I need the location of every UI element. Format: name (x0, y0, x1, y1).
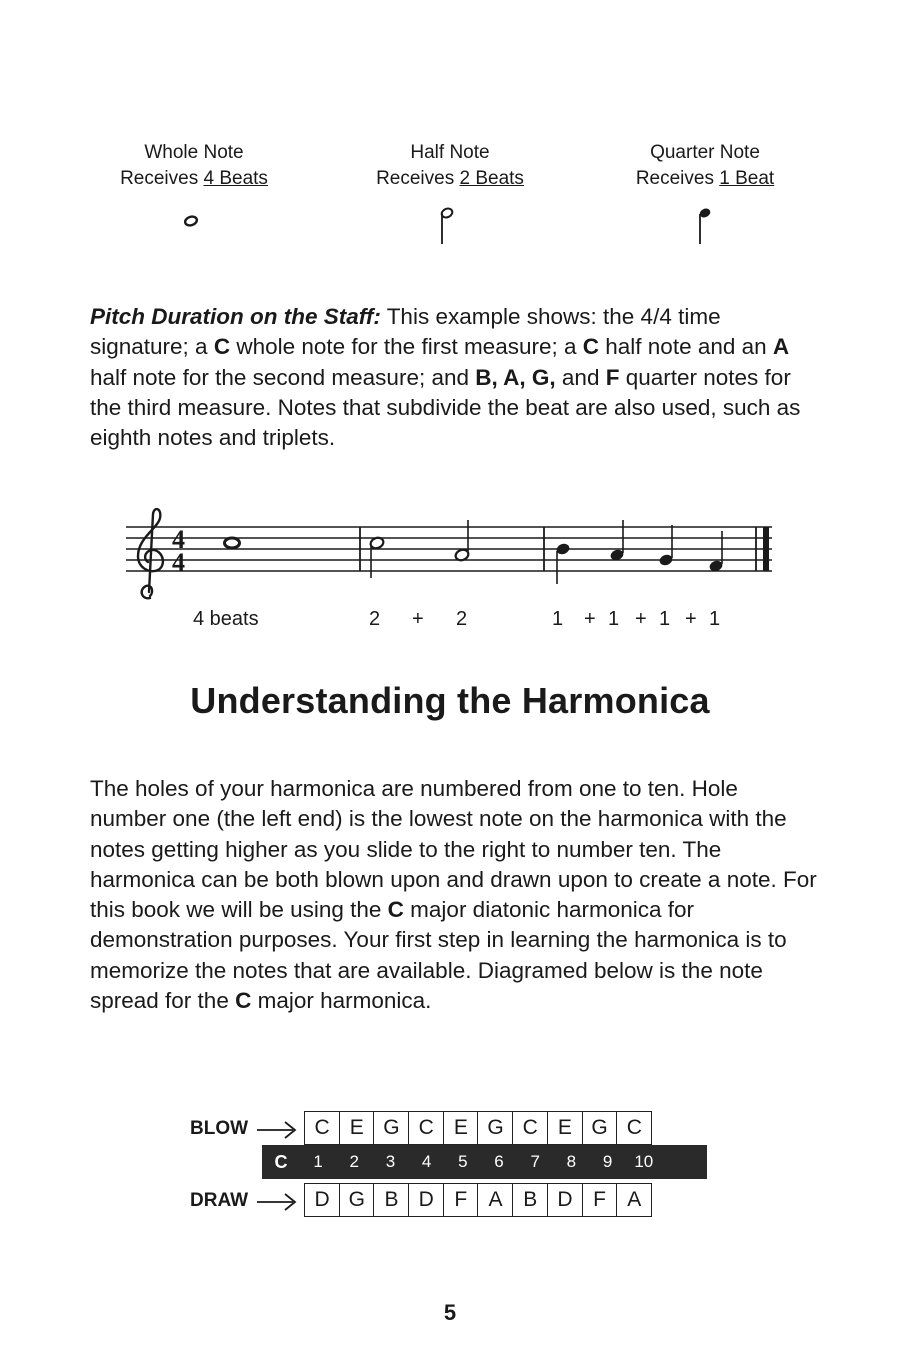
draw-note: B (512, 1183, 548, 1217)
quarter-note-name: Quarter Note (650, 142, 760, 163)
receives-label: Receives (635, 168, 714, 189)
music-staff (120, 500, 780, 610)
section-title: Understanding the Harmonica (190, 680, 710, 721)
harmonica-key: C (274, 1151, 288, 1172)
hole-number: 3 (385, 1152, 396, 1171)
hole-number-bar (262, 1145, 707, 1179)
draw-notes-row (304, 1183, 651, 1217)
quarter-note-legend (585, 140, 825, 192)
receives-label: Receives (120, 168, 199, 189)
half-note-beats: 2 Beats (459, 168, 524, 189)
pitch-duration-heading: Pitch Duration on the Staff: (90, 304, 381, 329)
blow-arrow-icon (255, 1118, 301, 1142)
draw-note: A (477, 1183, 513, 1217)
blow-note: C (616, 1111, 652, 1145)
hole-number: 2 (349, 1152, 360, 1171)
treble-clef-icon (138, 509, 163, 598)
hole-number: 8 (566, 1152, 577, 1171)
hole-number: 1 (313, 1152, 323, 1171)
blow-note: E (547, 1111, 583, 1145)
draw-note: B (373, 1183, 409, 1217)
blow-note: G (582, 1111, 618, 1145)
draw-note: F (582, 1183, 618, 1217)
draw-note: D (408, 1183, 444, 1217)
beat-label: 1 (709, 608, 721, 630)
whole-note-beats: 4 Beats (203, 168, 268, 189)
draw-arrow-icon (255, 1190, 301, 1214)
half-note-icon (436, 204, 458, 246)
quarter-note-beats: 1 Beat (719, 168, 775, 189)
time-signature-top: 4 (172, 525, 185, 554)
blow-note: E (339, 1111, 375, 1145)
beat-label: + (412, 608, 424, 630)
blow-note: E (443, 1111, 479, 1145)
draw-note: D (304, 1183, 340, 1217)
whole-note-icon (180, 212, 204, 230)
pitch-duration-paragraph: Pitch Duration on the Staff: This example shows: the 4/4 time signature; a C whole note for the first measure; a C half note and an A half note for the second measure; and B, A, G, and F quarter notes for the third measure. Notes that subdivide the beat are also used, such as eighth notes and triplets. (90, 304, 801, 451)
draw-label: DRAW (190, 1190, 249, 1211)
beat-label: 2 (369, 608, 381, 630)
quarter-note-b (555, 542, 571, 584)
blow-note: C (304, 1111, 340, 1145)
whole-note-legend (74, 140, 314, 192)
beat-label: + (635, 608, 647, 630)
hole-number: 10 (634, 1152, 654, 1171)
blow-label: BLOW (190, 1118, 249, 1139)
staff-lines (126, 527, 772, 571)
blow-note: C (408, 1111, 444, 1145)
hole-number: 5 (458, 1152, 468, 1171)
beat-label: 1 (552, 608, 564, 630)
hole-number: 7 (530, 1152, 540, 1171)
blow-note: G (373, 1111, 409, 1145)
page-number: 5 (443, 1300, 457, 1325)
beat-label: 1 (608, 608, 620, 630)
blow-note: G (477, 1111, 513, 1145)
draw-note: D (547, 1183, 583, 1217)
whole-note-name: Whole Note (144, 142, 244, 163)
beat-label: + (584, 608, 596, 630)
hole-number: 4 (421, 1152, 432, 1171)
beat-label: 1 (659, 608, 671, 630)
half-note-name: Half Note (410, 142, 490, 163)
draw-note: F (443, 1183, 479, 1217)
receives-label: Receives (376, 168, 455, 189)
quarter-note-g (658, 525, 674, 567)
quarter-note-icon (694, 204, 716, 246)
draw-note: G (339, 1183, 375, 1217)
hole-number: 9 (602, 1152, 613, 1171)
beat-label: 2 (456, 608, 468, 630)
harmonica-paragraph: The holes of your harmonica are numbered from one to ten. Hole number one (the left end) is the lowest note on the harmonica with the notes getting higher as you slide to the right to number ten. The harmonica can be both blown upon and drawn upon to create a note. For this book we will be using the C major diatonic harmonica for demonstration purposes. Your first step in learning the harmonica is to memorize the notes that are available. Diagramed below is the note spread for the C major harmonica. (90, 776, 817, 1014)
half-note-legend (330, 140, 570, 192)
beat-label: 4 beats (193, 608, 259, 630)
final-barline-thick (763, 527, 769, 571)
draw-note: A (616, 1183, 652, 1217)
blow-notes-row (304, 1111, 651, 1145)
time-signature-bottom: 4 (172, 548, 185, 577)
whole-note-c (225, 538, 240, 548)
beat-label: + (685, 608, 697, 630)
hole-number: 6 (494, 1152, 504, 1171)
blow-note: C (512, 1111, 548, 1145)
